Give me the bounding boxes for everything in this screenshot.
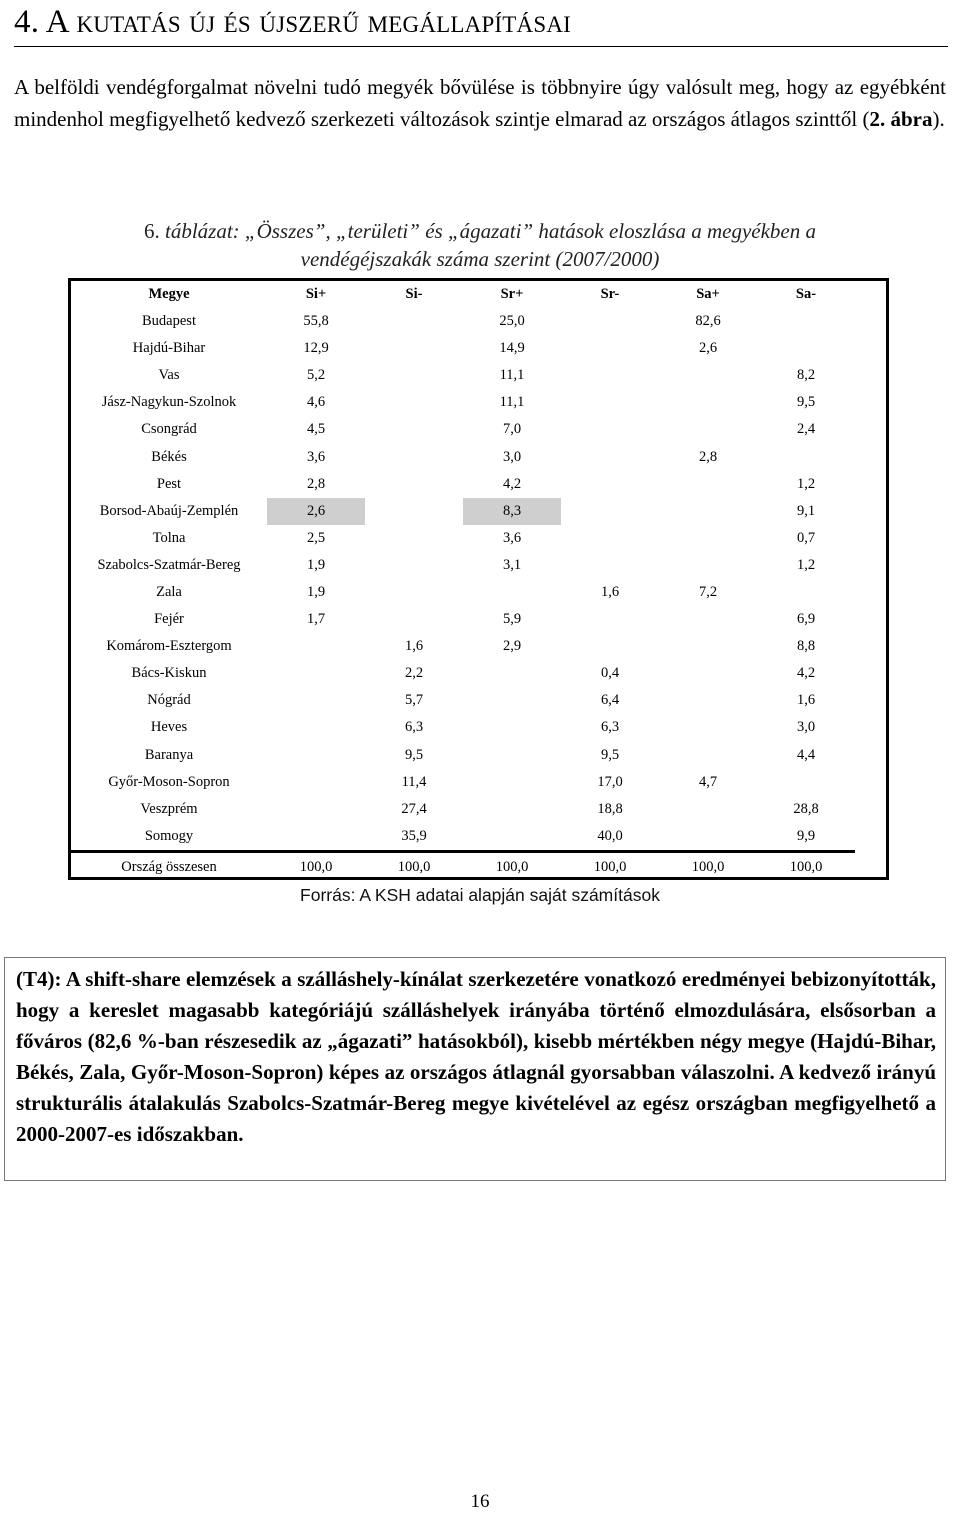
value-cell: 4,2	[796, 665, 816, 682]
value-cell: 7,2	[698, 583, 718, 600]
county-name-cell: Veszprém	[140, 800, 198, 817]
table-row	[71, 823, 855, 852]
value-cell: 6,3	[404, 719, 424, 736]
value-cell: 4,4	[796, 746, 816, 763]
table-row	[71, 714, 855, 741]
value-cell	[561, 389, 659, 416]
value-cell	[267, 687, 365, 714]
county-name-cell: Budapest	[142, 313, 196, 330]
value-cell: 3,6	[306, 448, 326, 465]
value-cell: 100,0	[757, 851, 855, 883]
value-cell: 2,9	[502, 638, 522, 655]
value-cell: 1,9	[306, 583, 326, 600]
value-cell	[267, 714, 365, 741]
value-cell: 1,6	[600, 583, 620, 600]
value-cell	[757, 769, 855, 796]
county-name-cell: Bács-Kiskun	[131, 665, 207, 682]
table-row	[71, 633, 855, 660]
table-row	[71, 769, 855, 796]
value-cell: 8,8	[796, 638, 816, 655]
value-cell: 100,0	[267, 851, 365, 883]
value-cell	[365, 579, 463, 606]
page-number: 16	[470, 1491, 490, 1512]
county-name-cell: Pest	[156, 475, 182, 492]
value-cell	[365, 552, 463, 579]
table-total-row	[71, 851, 855, 883]
thesis-box	[4, 957, 946, 1181]
value-cell: 4,6	[306, 394, 326, 411]
county-name-cell: Nógrád	[147, 692, 191, 709]
value-cell: 3,6	[502, 529, 522, 546]
value-cell: 18,8	[597, 800, 623, 817]
county-name-cell: Győr-Moson-Sopron	[108, 773, 230, 790]
value-cell	[659, 633, 757, 660]
value-cell	[659, 687, 757, 714]
value-cell: 3,0	[796, 719, 816, 736]
table-row	[71, 471, 855, 498]
value-cell: 100,0	[561, 851, 659, 883]
table-row	[71, 742, 855, 769]
value-cell	[365, 416, 463, 443]
value-cell: 8,2	[796, 367, 816, 384]
county-name-cell: Ország összesen	[71, 851, 267, 883]
value-cell	[659, 796, 757, 823]
county-name-cell: Borsod-Abaúj-Zemplén	[99, 502, 239, 519]
value-cell	[267, 796, 365, 823]
value-cell	[561, 335, 659, 362]
county-name-cell: Csongrád	[141, 421, 197, 438]
value-cell	[659, 823, 757, 852]
section-number: 4.	[14, 4, 40, 40]
value-cell	[267, 660, 365, 687]
table-header-row	[71, 281, 855, 308]
table-row	[71, 416, 855, 443]
figure-reference[interactable]: 2. ábra	[869, 106, 933, 131]
value-cell	[463, 769, 561, 796]
value-cell	[365, 308, 463, 335]
value-cell: 11,4	[401, 773, 427, 790]
section-heading	[14, 2, 948, 47]
table-row	[71, 687, 855, 714]
value-cell	[757, 308, 855, 335]
value-cell	[561, 308, 659, 335]
value-cell: 11,1	[499, 394, 525, 411]
value-cell	[463, 714, 561, 741]
table-row	[71, 552, 855, 579]
value-cell	[267, 633, 365, 660]
table-row	[71, 498, 855, 525]
table-row	[71, 796, 855, 823]
value-cell	[561, 471, 659, 498]
value-cell: 1,9	[306, 556, 326, 573]
value-cell: 55,8	[303, 313, 329, 330]
value-cell: 40,0	[597, 827, 623, 844]
value-cell	[659, 362, 757, 389]
value-cell	[659, 742, 757, 769]
county-name-cell: Békés	[151, 448, 187, 465]
value-cell	[561, 525, 659, 552]
value-cell: 100,0	[463, 851, 561, 883]
county-name-cell: Vas	[158, 367, 180, 384]
value-cell	[561, 443, 659, 470]
value-cell	[659, 416, 757, 443]
value-cell: 100,0	[659, 851, 757, 883]
value-cell	[659, 552, 757, 579]
value-cell	[757, 335, 855, 362]
value-cell: 1,2	[796, 556, 816, 573]
table-row	[71, 660, 855, 687]
value-cell: 5,7	[404, 692, 424, 709]
value-cell	[659, 525, 757, 552]
value-cell: 8,3	[463, 498, 561, 525]
value-cell: 4,2	[502, 475, 522, 492]
table-header-cell: Si-	[405, 286, 423, 302]
value-cell: 0,7	[796, 529, 816, 546]
value-cell	[757, 579, 855, 606]
table-row	[71, 579, 855, 606]
value-cell: 2,2	[404, 665, 424, 682]
value-cell: 9,5	[600, 746, 620, 763]
table-row	[71, 525, 855, 552]
section-title: kutatás új és újszerű megállapításai	[76, 4, 572, 40]
table-caption-number: 6.	[143, 219, 160, 243]
value-cell: 1,7	[306, 611, 326, 628]
table-header-cell: Sa+	[696, 286, 720, 302]
value-cell: 5,2	[306, 367, 326, 384]
table-header-cell: Sr-	[600, 286, 620, 302]
value-cell: 25,0	[499, 313, 525, 330]
value-cell: 9,5	[796, 394, 816, 411]
value-cell: 2,4	[796, 421, 816, 438]
table-row	[71, 335, 855, 362]
value-cell	[463, 796, 561, 823]
value-cell	[267, 769, 365, 796]
intro-text: A belföldi vendégforgalmat növelni tudó megyék bővülése is többnyire úgy valósult meg, hogy az egyébként mindenhol megfigyelhető kedvező szerkezeti változások szintje elmarad az országos átlagos szinttől (	[14, 75, 946, 131]
value-cell	[365, 443, 463, 470]
value-cell: 2,6	[698, 340, 718, 357]
table-row	[71, 443, 855, 470]
county-name-cell: Somogy	[144, 827, 194, 844]
data-table-frame	[68, 278, 889, 880]
value-cell	[365, 362, 463, 389]
table-source: Forrás: A KSH adatai alapján saját számítások	[300, 885, 660, 905]
county-name-cell: Komárom-Esztergom	[106, 638, 232, 655]
value-cell: 6,9	[796, 611, 816, 628]
value-cell	[365, 335, 463, 362]
table-row	[71, 362, 855, 389]
value-cell: 3,0	[502, 448, 522, 465]
value-cell	[659, 714, 757, 741]
value-cell: 2,6	[267, 498, 365, 525]
county-name-cell: Heves	[150, 719, 188, 736]
value-cell: 4,7	[698, 773, 718, 790]
value-cell: 1,6	[404, 638, 424, 655]
value-cell: 1,2	[796, 475, 816, 492]
value-cell	[561, 606, 659, 633]
value-cell	[267, 742, 365, 769]
county-name-cell: Baranya	[144, 746, 194, 763]
value-cell	[659, 660, 757, 687]
county-name-cell: Tolna	[152, 529, 186, 546]
value-cell	[561, 498, 659, 525]
value-cell: 9,5	[404, 746, 424, 763]
table-caption-line1: táblázat: „Összes”, „területi” és „ágazati” hatások eloszlása a megyékben a	[164, 219, 816, 243]
intro-paragraph	[14, 72, 946, 135]
value-cell	[659, 606, 757, 633]
value-cell: 100,0	[365, 851, 463, 883]
table-row	[71, 389, 855, 416]
value-cell: 9,9	[796, 827, 816, 844]
table-row	[71, 308, 855, 335]
value-cell	[659, 389, 757, 416]
value-cell: 35,9	[401, 827, 427, 844]
value-cell	[659, 471, 757, 498]
table-caption-line2: vendégéjszakák száma szerint (2007/2000)	[300, 247, 660, 271]
county-name-cell: Jász-Nagykun-Szolnok	[101, 394, 237, 411]
value-cell	[463, 687, 561, 714]
value-cell	[365, 525, 463, 552]
value-cell: 2,5	[306, 529, 326, 546]
value-cell	[365, 471, 463, 498]
table-header-cell: Si+	[305, 286, 327, 302]
value-cell	[757, 443, 855, 470]
section-title-first: A	[45, 4, 69, 40]
county-name-cell: Szabolcs-Szatmár-Bereg	[97, 556, 241, 573]
value-cell: 9,1	[796, 502, 816, 519]
value-cell: 6,3	[600, 719, 620, 736]
value-cell: 14,9	[499, 340, 525, 357]
value-cell	[561, 552, 659, 579]
table-row	[71, 606, 855, 633]
value-cell: 82,6	[695, 313, 721, 330]
value-cell: 3,1	[502, 556, 522, 573]
value-cell	[561, 416, 659, 443]
value-cell	[365, 606, 463, 633]
value-cell: 17,0	[597, 773, 623, 790]
value-cell: 0,4	[600, 665, 620, 682]
value-cell: 5,9	[502, 611, 522, 628]
value-cell: 1,6	[796, 692, 816, 709]
value-cell	[365, 498, 463, 525]
value-cell: 7,0	[502, 421, 522, 438]
table-header-cell: Megye	[148, 286, 190, 302]
county-name-cell: Fejér	[154, 611, 184, 628]
county-name-cell: Zala	[156, 583, 182, 600]
value-cell	[561, 633, 659, 660]
value-cell: 2,8	[306, 475, 326, 492]
value-cell	[463, 660, 561, 687]
value-cell	[365, 389, 463, 416]
value-cell: 28,8	[793, 800, 819, 817]
value-cell: 11,1	[499, 367, 525, 384]
value-cell: 2,8	[698, 448, 718, 465]
value-cell	[659, 498, 757, 525]
value-cell	[561, 362, 659, 389]
thesis-text: (T4): A shift-share elemzések a szálláshely-kínálat szerkezetére vonatkozó eredményei bebizonyították, hogy a kereslet magasabb kategóriájú szálláshelyek irányába történő elmozdulására, elsősorban a főváros (82,6 %-ban részesedik az „ágazati” hatásokból), kisebb mértékben négy megye (Hajdú-Bihar, Békés, Zala, Győr-Moson-Sopron) képes az országos átlagnál gyorsabban válaszolni. A kedvező irányú strukturális átalakulás Szabolcs-Szatmár-Bereg megye kivételével az egész országban megfigyelhető a 2000-2007-es időszakban.	[16, 967, 936, 1146]
table-caption	[60, 218, 900, 244]
table-header-cell: Sa-	[795, 286, 817, 302]
value-cell	[267, 823, 365, 852]
value-cell: 12,9	[303, 340, 329, 357]
value-cell: 4,5	[306, 421, 326, 438]
value-cell: 6,4	[600, 692, 620, 709]
intro-text-end: ).	[932, 106, 945, 131]
county-name-cell: Hajdú-Bihar	[132, 340, 206, 357]
data-table	[71, 281, 855, 883]
value-cell	[463, 823, 561, 852]
table-header-cell: Sr+	[500, 286, 524, 302]
value-cell	[463, 579, 561, 606]
value-cell	[463, 742, 561, 769]
value-cell: 27,4	[401, 800, 427, 817]
